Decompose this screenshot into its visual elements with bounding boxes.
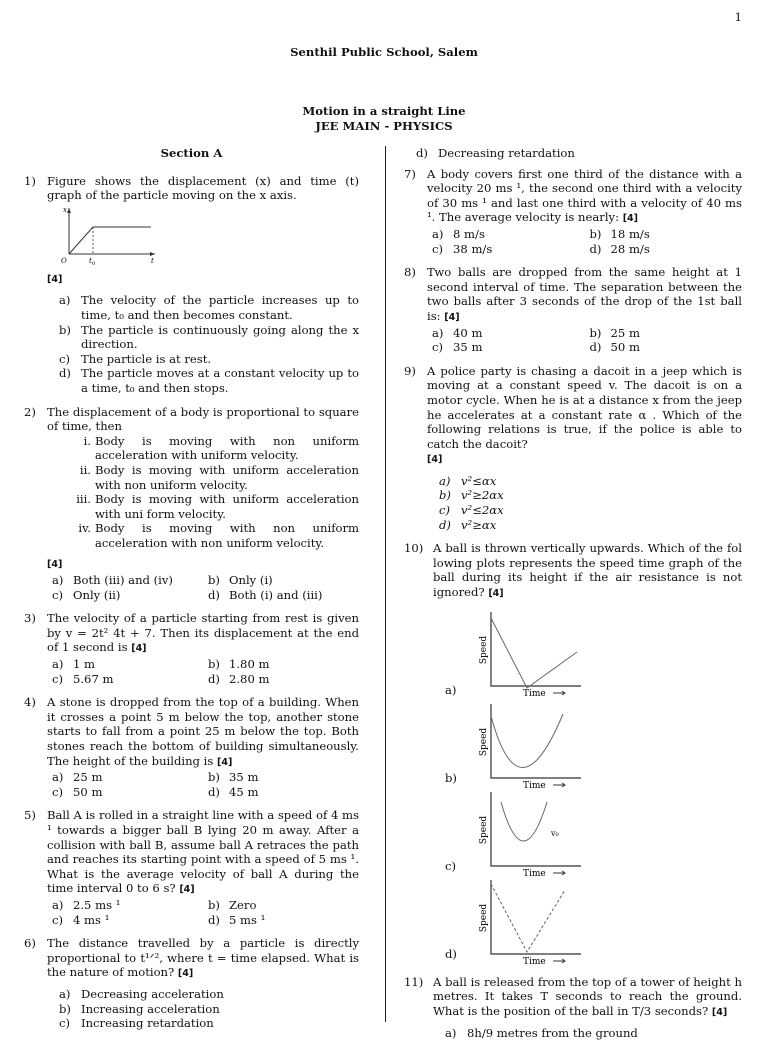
option-label: b) bbox=[208, 770, 220, 785]
plot-option-label: b) bbox=[445, 771, 457, 786]
option-item bbox=[47, 987, 359, 1002]
option-text: 50 m bbox=[73, 784, 103, 799]
option-text: 40 m bbox=[453, 325, 483, 340]
marks-badge: [4] bbox=[711, 1006, 728, 1018]
option-text: v²≥2αx bbox=[461, 488, 504, 503]
option-item bbox=[203, 785, 359, 800]
right-column bbox=[404, 146, 742, 1050]
option-item bbox=[47, 573, 203, 588]
question-number: 7) bbox=[404, 166, 416, 181]
question-4 bbox=[24, 695, 359, 799]
speed-time-plot bbox=[433, 878, 742, 966]
speed-time-plot bbox=[433, 790, 742, 878]
marks-badge: [4] bbox=[427, 454, 443, 466]
option-text: Decreasing acceleration bbox=[81, 986, 224, 1001]
option-text: 28 m/s bbox=[610, 241, 650, 256]
option-label: c) bbox=[52, 912, 64, 927]
question-text: Ball A is rolled in a straight line with a speed of 4 ms ¹ towards a bigger ball B lying 20 m away. After a collision with ball B, assume ball A retraces the path and reaches its starting point with a speed of 5 ms ¹. What is the average velocity of ball A during the time interval 0 to 6 s? bbox=[47, 808, 359, 896]
option-item bbox=[47, 785, 203, 800]
options-grid bbox=[427, 326, 742, 355]
option-label: d) bbox=[208, 587, 220, 602]
options-grid bbox=[47, 770, 359, 799]
statement-item bbox=[47, 521, 359, 550]
option-label: a) bbox=[432, 325, 444, 340]
page-subtitle: JEE MAIN - PHYSICS bbox=[315, 118, 453, 133]
option-text: The particle is at rest. bbox=[81, 351, 212, 366]
option-item bbox=[585, 326, 743, 341]
marks-badge: [4] bbox=[622, 213, 638, 225]
option-label: c) bbox=[52, 587, 64, 602]
option-item bbox=[47, 352, 359, 367]
option-label: a) bbox=[52, 657, 64, 672]
question-text: Two balls are dropped from the same height at 1 second interval of time. The separation between the two balls after 3 seconds of the drop of the 1st ball is: bbox=[427, 265, 742, 323]
statement-item bbox=[47, 492, 359, 521]
x-axis-label: Time bbox=[523, 956, 546, 966]
question-5 bbox=[24, 808, 359, 927]
question-text: The velocity of a particle starting from rest is given by v = 2t² 4t + 7. Then its displacement at the end of 1 second is bbox=[47, 611, 359, 655]
option-text: 4 ms ¹ bbox=[73, 912, 110, 927]
question-text: A ball is thrown vertically upwards. Which of the fol lowing plots represents the speed time graph of the ball during its height if the air resistance is not ignored? bbox=[433, 541, 742, 600]
school-name: Senthil Public School, Salem bbox=[290, 45, 478, 59]
y-axis-label: Speed bbox=[479, 635, 489, 664]
plot-axes bbox=[491, 704, 581, 778]
question-text: A ball is released from the top of a tower of height h metres. It takes T seconds to reach the ground. What is the position of the ball in T/3 seconds? bbox=[433, 974, 742, 1018]
option-text: 1 m bbox=[73, 657, 96, 672]
option-label: b) bbox=[208, 657, 220, 672]
option-label: a) bbox=[52, 897, 64, 912]
option-item bbox=[203, 898, 359, 913]
question-number: 5) bbox=[24, 808, 36, 823]
option-item bbox=[47, 913, 203, 928]
column-divider bbox=[385, 146, 386, 1022]
option-label: c) bbox=[432, 241, 444, 256]
option-text: 18 m/s bbox=[610, 226, 650, 241]
option-label: c) bbox=[59, 351, 71, 366]
plot-axes bbox=[491, 612, 581, 686]
x-axis-arrow bbox=[553, 691, 565, 695]
option-item bbox=[47, 672, 203, 687]
option-label: d) bbox=[59, 366, 71, 381]
option-text: 45 m bbox=[229, 784, 259, 799]
question-number: 9) bbox=[404, 363, 416, 378]
option-text: Both (iii) and (iv) bbox=[73, 573, 173, 588]
option-item bbox=[47, 657, 203, 672]
option-text: 2.5 ms ¹ bbox=[73, 897, 121, 912]
plot-graph bbox=[477, 610, 587, 698]
option-text: Increasing retardation bbox=[81, 1016, 214, 1031]
option-text: 1.80 m bbox=[229, 657, 270, 672]
option-text: 5 ms ¹ bbox=[229, 912, 266, 927]
plot-options bbox=[433, 610, 742, 966]
plot-option-label: d) bbox=[445, 947, 457, 962]
statement-text: Body is moving with uniform acceleration with non uniform velocity. bbox=[95, 462, 359, 492]
options-list bbox=[427, 474, 742, 532]
x-axis-label: Time bbox=[523, 868, 546, 878]
option-text: v²≤αx bbox=[461, 473, 497, 488]
statement-label: iv. bbox=[78, 521, 91, 536]
statement-label: i. bbox=[83, 433, 91, 448]
option-label: d) bbox=[208, 912, 220, 927]
question-8 bbox=[404, 265, 742, 355]
option-label: b) bbox=[59, 322, 71, 337]
option-text: 25 m bbox=[610, 325, 640, 340]
option-label: b) bbox=[59, 1001, 71, 1016]
option-text: 8 m/s bbox=[453, 226, 485, 241]
speed-curve bbox=[501, 802, 547, 841]
marks-badge: [4] bbox=[444, 311, 460, 323]
marks-badge: [4] bbox=[47, 559, 63, 571]
option-label: a) bbox=[432, 226, 444, 241]
speed-curve bbox=[491, 618, 577, 688]
option-item bbox=[203, 573, 359, 588]
question-text: The displacement of a body is proportional to square of time, then bbox=[47, 404, 359, 434]
y-axis-label: Speed bbox=[479, 727, 489, 756]
option-item bbox=[47, 770, 203, 785]
option-label: c) bbox=[432, 340, 444, 355]
options-list-continued bbox=[404, 146, 742, 161]
question-6 bbox=[24, 936, 359, 1031]
option-label: a) bbox=[52, 770, 64, 785]
option-label: a) bbox=[52, 573, 64, 588]
option-label: a) bbox=[445, 1026, 457, 1041]
x-axis-arrow bbox=[553, 783, 565, 787]
option-item bbox=[203, 672, 359, 687]
options-list bbox=[47, 987, 359, 1031]
option-text: v²≤2αx bbox=[461, 503, 504, 518]
option-text: 8h/9 metres from the ground bbox=[467, 1026, 638, 1041]
option-text: Zero bbox=[229, 897, 257, 912]
option-item bbox=[427, 227, 585, 242]
x-axis-label: Time bbox=[523, 688, 546, 698]
statement-label: iii. bbox=[76, 492, 91, 507]
option-item bbox=[427, 488, 742, 503]
option-text: The particle is continuously going along the x direction. bbox=[81, 322, 359, 352]
option-text: The particle moves at a constant velocity up to a time, t₀ and then stops. bbox=[81, 366, 359, 395]
fig-label-origin: O bbox=[61, 256, 67, 265]
x-axis-arrow bbox=[553, 959, 565, 963]
option-item bbox=[47, 588, 203, 603]
options-grid bbox=[427, 227, 742, 256]
option-label: d) bbox=[439, 517, 451, 532]
option-item bbox=[427, 503, 742, 518]
option-label: a) bbox=[59, 293, 71, 308]
option-item bbox=[203, 913, 359, 928]
speed-time-plot bbox=[433, 610, 742, 702]
question-9 bbox=[404, 364, 742, 533]
option-item bbox=[427, 340, 585, 355]
options-grid bbox=[47, 898, 359, 927]
options-list bbox=[433, 1026, 742, 1041]
statement-text: Body is moving with non uniform acceleration with non uniform velocity. bbox=[95, 521, 359, 550]
option-label: c) bbox=[439, 503, 451, 518]
question-number: 10) bbox=[404, 541, 424, 556]
fig-label-t0: t bbox=[89, 256, 92, 265]
plot-graph bbox=[477, 702, 587, 790]
question-10 bbox=[404, 541, 742, 965]
question-number: 8) bbox=[404, 265, 416, 280]
option-label: d) bbox=[589, 340, 602, 355]
question-number: 1) bbox=[24, 173, 36, 188]
page-title: Motion in a straight Line bbox=[302, 104, 466, 118]
option-label: d) bbox=[416, 146, 428, 160]
speed-time-plot bbox=[433, 702, 742, 790]
option-item bbox=[203, 657, 359, 672]
page-number: 1 bbox=[734, 10, 742, 24]
option-text: The velocity of the particle increases up to time, t₀ and then becomes constant. bbox=[81, 293, 359, 322]
option-text: Only (i) bbox=[229, 573, 273, 588]
option-label: c) bbox=[52, 671, 64, 686]
option-label: b) bbox=[208, 897, 220, 912]
option-label: d) bbox=[208, 671, 220, 686]
plot-axes bbox=[491, 880, 581, 954]
option-text: Decreasing retardation bbox=[438, 146, 575, 160]
question-text: A stone is dropped from the top of a building. When it crosses a point 5 m below the top, another stone starts to fall from a point 25 m below the top. Both stones reach the bottom of building simultaneously. The height of the building is bbox=[47, 695, 359, 768]
y-axis-label: Speed bbox=[479, 903, 489, 932]
options-list bbox=[47, 293, 359, 395]
marks-badge: [4] bbox=[217, 756, 233, 768]
option-text: Only (ii) bbox=[73, 587, 121, 602]
option-text: 25 m bbox=[73, 770, 103, 785]
question-number: 2) bbox=[24, 404, 36, 419]
statement-label: ii. bbox=[79, 462, 91, 477]
option-label: b) bbox=[439, 488, 451, 503]
option-text: 50 m bbox=[610, 340, 640, 355]
question-number: 4) bbox=[24, 695, 36, 710]
statement-item bbox=[47, 434, 359, 463]
option-item bbox=[427, 474, 742, 489]
question-3 bbox=[24, 611, 359, 686]
question-2 bbox=[24, 405, 359, 603]
question-text: A police party is chasing a dacoit in a jeep which is moving at a constant speed v. The dacoit is on a motor cycle. When he is at a distance x from the jeep he accelerates at a constant rate α . Which of the following relations is true, if the police is able to catch the dacoit? bbox=[427, 363, 742, 451]
question-number: 3) bbox=[24, 611, 36, 626]
option-item bbox=[427, 242, 585, 257]
option-text: Increasing acceleration bbox=[81, 1001, 220, 1016]
plot-option-label: c) bbox=[445, 859, 457, 874]
option-item bbox=[433, 1026, 742, 1041]
y-axis-label: Speed bbox=[479, 815, 489, 844]
question-11 bbox=[404, 975, 742, 1041]
option-item bbox=[47, 366, 359, 395]
statement-text: Body is moving with uniform acceleration with uni form velocity. bbox=[95, 492, 359, 521]
fig-label-t: t bbox=[151, 256, 154, 265]
title-block bbox=[0, 104, 768, 133]
marks-badge: [4] bbox=[488, 588, 504, 600]
option-label: a) bbox=[439, 473, 451, 488]
option-item bbox=[427, 326, 585, 341]
question-1 bbox=[24, 174, 359, 396]
question-text: Figure shows the displacement (x) and time (t) graph of the particle moving on the x axis. bbox=[47, 173, 359, 203]
option-item bbox=[585, 227, 743, 242]
marks-badge: [4] bbox=[131, 643, 147, 655]
question-text: A body covers first one third of the distance with a velocity 20 ms ¹, the second one third with a velocity of 30 ms ¹ and last one third with a velocity of 40 ms ¹. The average velocity is nearly: bbox=[427, 166, 742, 225]
option-text: 35 m bbox=[229, 770, 259, 785]
x-axis-label: Time bbox=[523, 780, 546, 790]
option-label: a) bbox=[59, 986, 71, 1001]
option-label: d) bbox=[208, 784, 220, 799]
option-text: Both (i) and (iii) bbox=[229, 587, 323, 602]
fig-label-x: x bbox=[63, 205, 67, 214]
options-grid bbox=[47, 657, 359, 686]
marks-badge: [4] bbox=[177, 968, 194, 980]
option-item bbox=[47, 1002, 359, 1017]
question-text: The distance travelled by a particle is directly proportional to t¹ᐟ², where t = time elapsed. What is the nature of motion? bbox=[47, 936, 359, 980]
question-number: 11) bbox=[404, 974, 424, 989]
question-7 bbox=[404, 167, 742, 257]
option-item bbox=[585, 242, 743, 257]
statement-text: Body is moving with non uniform acceleration with uniform velocity. bbox=[95, 433, 359, 463]
option-item bbox=[203, 770, 359, 785]
left-column bbox=[24, 146, 359, 1040]
option-item bbox=[47, 323, 359, 352]
statement-item bbox=[47, 463, 359, 492]
v0-label: v₀ bbox=[551, 828, 559, 838]
displacement-time-figure bbox=[47, 205, 157, 265]
plot-graph bbox=[477, 790, 587, 878]
option-item bbox=[203, 588, 359, 603]
question-number: 6) bbox=[24, 936, 36, 951]
marks-badge: [4] bbox=[47, 273, 63, 285]
plot-option-label: a) bbox=[445, 683, 457, 698]
speed-curve bbox=[491, 714, 563, 768]
option-item bbox=[404, 146, 742, 161]
x-axis-arrow bbox=[553, 871, 565, 875]
plot-graph bbox=[477, 878, 587, 966]
statement-list bbox=[47, 434, 359, 551]
option-text: v²≥αx bbox=[461, 517, 497, 532]
option-text: 5.67 m bbox=[73, 671, 114, 686]
option-text: 2.80 m bbox=[229, 671, 270, 686]
option-item bbox=[47, 293, 359, 322]
fig-label-t0-subscript: 0 bbox=[92, 260, 96, 265]
option-label: b) bbox=[589, 226, 602, 241]
option-item bbox=[427, 518, 742, 533]
option-label: c) bbox=[52, 784, 64, 799]
option-text: 38 m/s bbox=[453, 241, 493, 256]
speed-curve bbox=[491, 884, 565, 952]
marks-badge: [4] bbox=[179, 884, 195, 896]
options-grid bbox=[47, 573, 359, 602]
option-item bbox=[585, 340, 743, 355]
option-label: b) bbox=[589, 325, 602, 340]
section-heading: Section A bbox=[160, 146, 223, 160]
option-item bbox=[47, 1016, 359, 1031]
option-label: b) bbox=[208, 573, 220, 588]
option-label: d) bbox=[589, 241, 602, 256]
option-item bbox=[47, 898, 203, 913]
option-label: c) bbox=[59, 1016, 71, 1031]
option-text: 35 m bbox=[453, 340, 483, 355]
